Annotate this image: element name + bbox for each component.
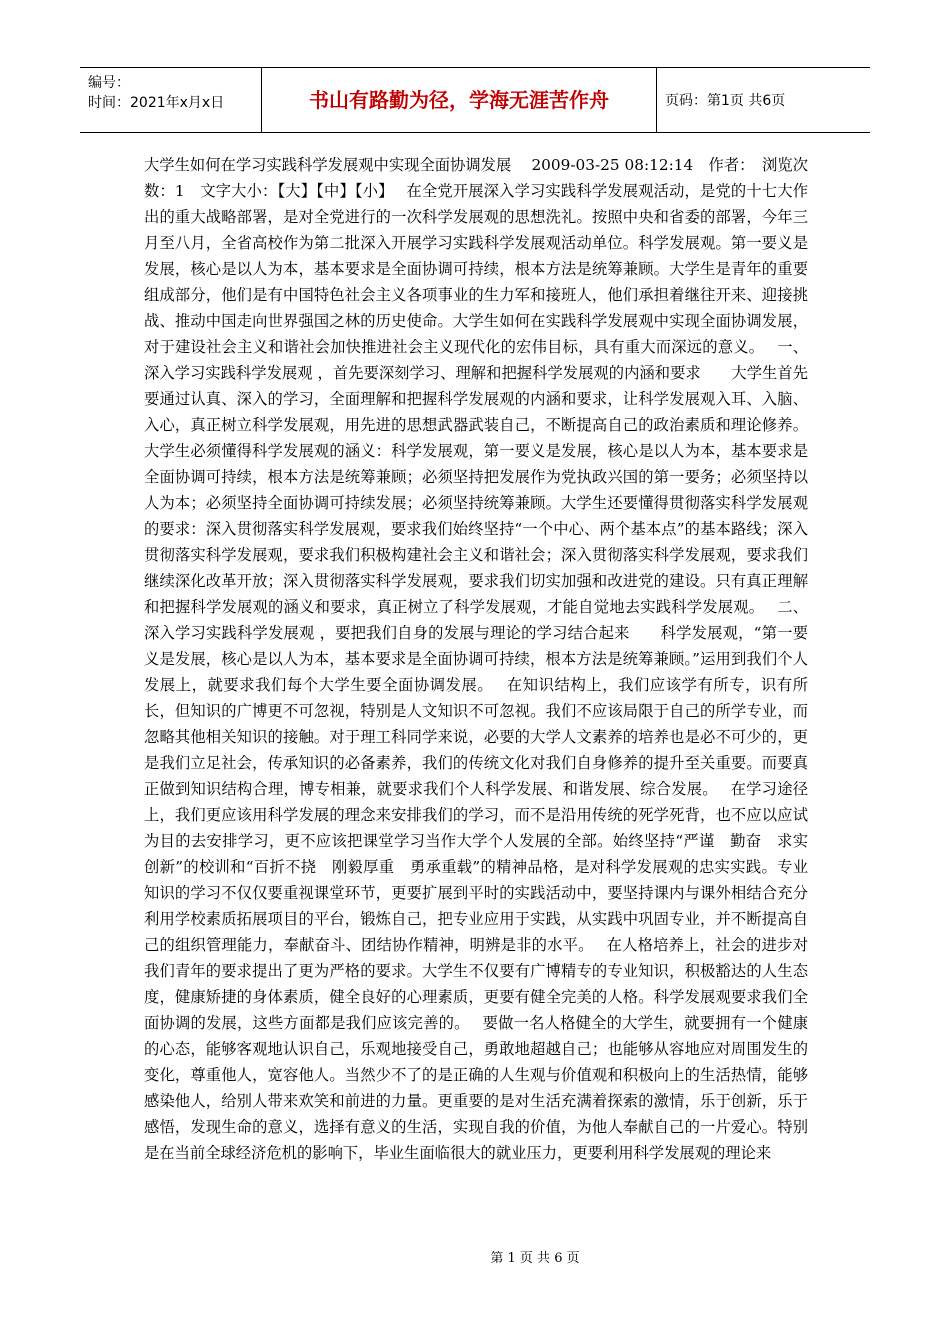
document-number-label: 编号： — [88, 75, 130, 91]
page-header — [80, 67, 870, 133]
document-time-label: 时间：2021年x月x日 — [88, 95, 225, 111]
header-page-info: 页码：第1页 共6页 — [665, 93, 786, 109]
header-meta — [80, 68, 262, 132]
article-body: 大学生如何在学习实践科学发展观中实现全面协调发展 2009-03-25 08:12:14 作者： 浏览次数：1 文字大小：【大】【中】【小】 在全党开展深入学习实践科学发展观活动，是党的十七大作出的重大战略部署，是对全党进行的一次科学发展观的思想洗礼。按照中央和省委的部署，今年三月至八月，全省高校作为第二批深入开展学习实践科学发展观活动单位。科学发展观。第一要义是发展，核心是以人为本，基本要求是全面协调可持续，根本方法是统筹兼顾。大学生是青年的重要组成部分，他们是有中国特色社会主义各项事业的生力军和接班人，他们承担着继往开来、迎接挑战、推动中国走向世界强国之林的历史使命。大学生如何在实践科学发展观中实现全面协调发展，对于建设社会主义和谐社会加快推进社会主义现代化的宏伟目标，具有重大而深远的意义。 一、深入学习实践科学发展观 ，首先要深刻学习、理解和把握科学发展观的内涵和要求 大学生首先要通过认真、深入的学习，全面理解和把握科学发展观的内涵和要求，让科学发展观入耳、入脑、入心，真正树立科学发展观，用先进的思想武器武装自己，不断提高自己的政治素质和理论修养。大学生必须懂得科学发展观的涵义：科学发展观，第一要义是发展，核心是以人为本，基本要求是全面协调可持续，根本方法是统筹兼顾；必须坚持把发展作为党执政兴国的第一要务；必须坚持以人为本；必须坚持全面协调可持续发展；必须坚持统筹兼顾。大学生还要懂得贯彻落实科学发展观的要求：深入贯彻落实科学发展观，要求我们始终坚持“一个中心、两个基本点”的基本路线；深入贯彻落实科学发展观，要求我们积极构建社会主义和谐社会；深入贯彻落实科学发展观，要求我们继续深化改革开放；深入贯彻落实科学发展观，要求我们切实加强和改进党的建设。只有真正理解和把握科学发展观的涵义和要求，真正树立了科学发展观，才能自觉地去实践科学发展观。 二、深入学习实践科学发展观 ，要把我们自身的发展与理论的学习结合起来 科学发展观，“第一要义是发展，核心是以人为本，基本要求是全面协调可持续，根本方法是统筹兼顾。”运用到我们个人发展上，就要求我们每个大学生要全面协调发展。 在知识结构上，我们应该学有所专，识有所长，但知识的广博更不可忽视，特别是人文知识不可忽视。我们不应该局限于自己的所学专业，而忽略其他相关知识的接触。对于理工科同学来说，必要的大学人文素养的培养也是必不可少的，更是我们立足社会，传承知识的必备素养，我们的传统文化对我们自身修养的提升至关重要。而要真正做到知识结构合理，博专相兼，就要求我们个人科学发展、和谐发展、综合发展。 在学习途径上，我们更应该用科学发展的理念来安排我们的学习，而不是沿用传统的死学死背，也不应以应试为目的去安排学习，更不应该把课堂学习当作大学个人发展的全部。始终坚持“严谨 勤奋 求实 创新”的校训和“百折不挠 刚毅厚重 勇承重载”的精神品格，是对科学发展观的忠实实践。专业知识的学习不仅仅要重视课堂环节，更要扩展到平时的实践活动中，要坚持课内与课外相结合充分利用学校素质拓展项目的平台，锻炼自己，把专业应用于实践，从实践中巩固专业，并不断提高自己的组织管理能力，奉献奋斗、团结协作精神，明辨是非的水平。 在人格培养上，社会的进步对我们青年的要求提出了更为严格的要求。大学生不仅要有广博精专的专业知识，积极豁达的人生态度，健康矫捷的身体素质，健全良好的心理素质，更要有健全完美的人格。科学发展观要求我们全面协调的发展，这些方面都是我们应该完善的。 要做一名人格健全的大学生，就要拥有一个健康的心态，能够客观地认识自己，乐观地接受自己，勇敢地超越自己；也能够从容地应对周围发生的变化，尊重他人，宽容他人。当然少不了的是正确的人生观与价值观和积极向上的生活热情，能够感染他人，给别人带来欢笑和前进的力量。更重要的是对生活充满着探索的激情，乐于创新，乐于感悟，发现生命的意义，选择有意义的生活，实现自我的价值，为他人奉献自己的一片爱心。特别是在当前全球经济危机的影响下，毕业生面临很大的就业压力，更要利用科学发展观的理论来 — [144, 156, 824, 1162]
header-motto: 书山有路勤为径，学海无涯苦作舟 — [262, 68, 657, 132]
page-footer: 第 1 页 共 6 页 — [490, 1251, 580, 1266]
